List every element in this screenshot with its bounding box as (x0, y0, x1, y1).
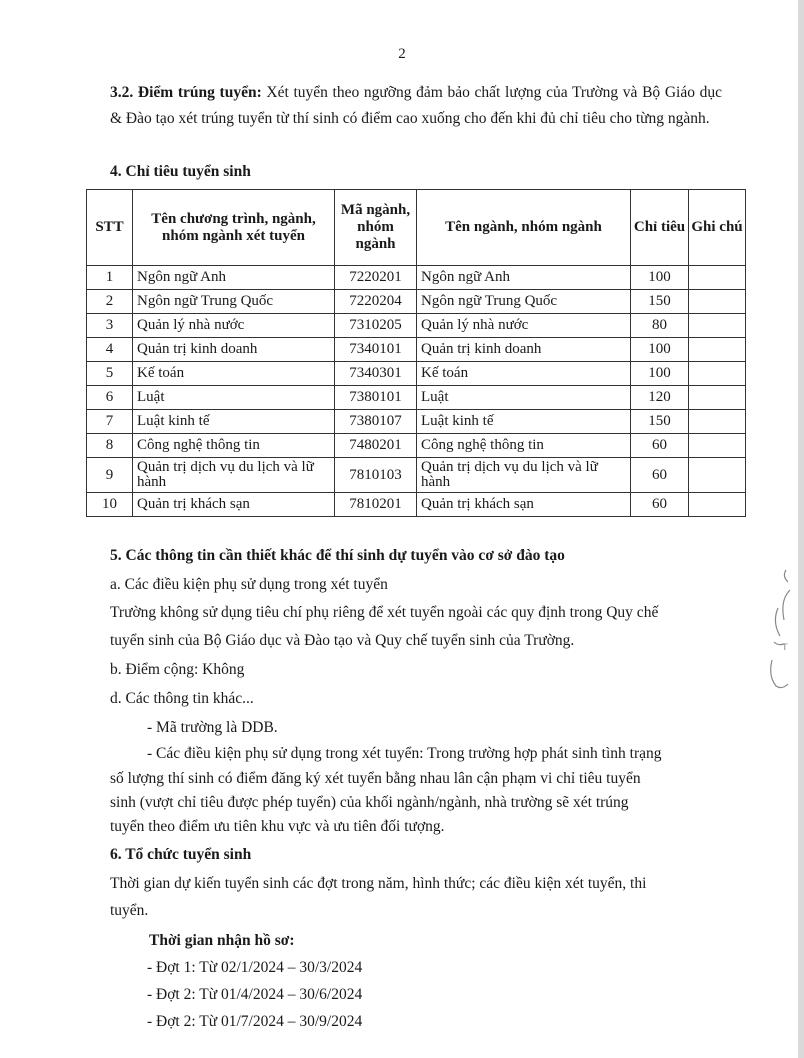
margin-scribble (764, 568, 794, 693)
cell-program: Ngôn ngữ Trung Quốc (133, 290, 335, 314)
cell-stt: 1 (87, 266, 133, 290)
cell-quota: 120 (631, 386, 689, 410)
cell-stt: 7 (87, 410, 133, 434)
cell-program: Luật (133, 386, 335, 410)
cell-note (689, 266, 746, 290)
cell-quota: 100 (631, 338, 689, 362)
table-row (87, 386, 746, 410)
table-row (87, 362, 746, 386)
svg-text:T: T (782, 643, 788, 653)
section-5d-item-2-line-4: tuyển theo điểm ưu tiên khu vực và ưu tiên đối tượng. (110, 818, 445, 835)
section-5b-text: b. Điểm cộng: Không (110, 661, 245, 678)
cell-quota: 150 (631, 410, 689, 434)
header-major: Tên ngành, nhóm ngành (417, 190, 631, 266)
cell-major: Quản trị kinh doanh (417, 338, 631, 362)
table-row (87, 493, 746, 517)
section-5d-item-2-line-3: sinh (vượt chỉ tiêu được phép tuyển) của khối ngành/ngành, nhà trường sẽ xét trúng (110, 794, 629, 811)
cell-major: Công nghệ thông tin (417, 434, 631, 458)
cell-quota: 80 (631, 314, 689, 338)
header-stt: STT (87, 190, 133, 266)
cell-program: Quản lý nhà nước (133, 314, 335, 338)
cell-stt: 6 (87, 386, 133, 410)
cell-code: 7220204 (335, 290, 417, 314)
cell-major: Ngôn ngữ Trung Quốc (417, 290, 631, 314)
cell-code: 7810103 (335, 458, 417, 493)
cell-quota: 150 (631, 290, 689, 314)
section-4-heading: 4. Chỉ tiêu tuyển sinh (110, 163, 251, 180)
cell-quota: 60 (631, 493, 689, 517)
cell-code: 7310205 (335, 314, 417, 338)
table-row (87, 434, 746, 458)
section-3-2-line-3: tiêu cho từng ngành. (582, 110, 710, 127)
cell-note (689, 410, 746, 434)
cell-quota: 60 (631, 458, 689, 493)
section-6-heading: 6. Tổ chức tuyển sinh (110, 846, 252, 863)
cell-stt: 10 (87, 493, 133, 517)
cell-quota: 100 (631, 266, 689, 290)
cell-code: 7380101 (335, 386, 417, 410)
section-5a-line-2: tuyển sinh của Bộ Giáo dục và Đào tạo và Quy chế tuyển sinh của Trường. (110, 632, 575, 649)
cell-note (689, 386, 746, 410)
cell-program: Quản trị dịch vụ du lịch và lữ hành (133, 458, 335, 493)
table-row (87, 266, 746, 290)
cell-stt: 2 (87, 290, 133, 314)
table-header-row (87, 190, 746, 266)
table-row (87, 338, 746, 362)
section-5d-item-2-line-2: số lượng thí sinh có điểm đăng ký xét tuyển bằng nhau lân cận phạm vi chỉ tiêu tuyển (110, 770, 641, 787)
section-5d-title: d. Các thông tin khác... (110, 690, 254, 707)
section-5-heading: 5. Các thông tin cần thiết khác để thí sinh dự tuyển vào cơ sở đào tạo (110, 547, 565, 564)
cell-code: 7380107 (335, 410, 417, 434)
header-code: Mã ngành, nhóm ngành (335, 190, 417, 266)
table-row (87, 314, 746, 338)
section-3-2-line-2: Giáo dục & Đào tạo xét trúng tuyển từ thí sinh có điểm cao xuống cho đến khi đủ chỉ (110, 84, 723, 127)
cell-major: Kế toán (417, 362, 631, 386)
cell-major: Quản trị dịch vụ du lịch và lữ hành (417, 458, 631, 493)
section-6-line-1: Thời gian dự kiến tuyển sinh các đợt trong năm, hình thức; các điều kiện xét tuyển, thi (110, 875, 647, 892)
cell-program: Kế toán (133, 362, 335, 386)
schedule-round-2: - Đợt 2: Từ 01/4/2024 – 30/6/2024 (147, 986, 363, 1003)
section-5a-line-1: Trường không sử dụng tiêu chí phụ riêng để xét tuyển ngoài các quy định trong Quy chế (110, 604, 659, 621)
cell-stt: 4 (87, 338, 133, 362)
cell-code: 7810201 (335, 493, 417, 517)
cell-note (689, 362, 746, 386)
header-quota: Chỉ tiêu (631, 190, 689, 266)
cell-major: Quản lý nhà nước (417, 314, 631, 338)
cell-major: Quản trị khách sạn (417, 493, 631, 517)
cell-major: Ngôn ngữ Anh (417, 266, 631, 290)
schedule-round-3: - Đợt 2: Từ 01/7/2024 – 30/9/2024 (147, 1013, 363, 1030)
section-3-2-line-1: Xét tuyển theo ngưỡng đảm bảo chất lượng của Trường và Bộ (266, 84, 661, 101)
cell-program: Luật kinh tế (133, 410, 335, 434)
header-note: Ghi chú (689, 190, 746, 266)
cell-note (689, 493, 746, 517)
cell-code: 7340301 (335, 362, 417, 386)
cell-program: Ngôn ngữ Anh (133, 266, 335, 290)
cell-code: 7220201 (335, 266, 417, 290)
quota-table (86, 189, 746, 517)
cell-code: 7340101 (335, 338, 417, 362)
cell-note (689, 434, 746, 458)
cell-stt: 3 (87, 314, 133, 338)
cell-major: Luật kinh tế (417, 410, 631, 434)
cell-stt: 8 (87, 434, 133, 458)
cell-note (689, 314, 746, 338)
table-row (87, 458, 746, 493)
cell-program: Quản trị khách sạn (133, 493, 335, 517)
section-3-2-label: 3.2. Điểm trúng tuyển: (110, 84, 262, 101)
section-5d-item-1: - Mã trường là DDB. (147, 719, 278, 736)
cell-program: Công nghệ thông tin (133, 434, 335, 458)
section-3-2 (110, 80, 722, 132)
section-5d-item-2-line-1: - Các điều kiện phụ sử dụng trong xét tuyển: Trong trường hợp phát sinh tình trạng (147, 745, 662, 762)
cell-major: Luật (417, 386, 631, 410)
table-row (87, 290, 746, 314)
cell-code: 7480201 (335, 434, 417, 458)
cell-stt: 9 (87, 458, 133, 493)
header-program: Tên chương trình, ngành, nhóm ngành xét tuyển (133, 190, 335, 266)
section-5a-title: a. Các điều kiện phụ sử dụng trong xét tuyển (110, 576, 388, 593)
schedule-round-1: - Đợt 1: Từ 02/1/2024 – 30/3/2024 (147, 959, 363, 976)
section-6-line-2: tuyển. (110, 902, 149, 919)
table-row (87, 410, 746, 434)
page-edge (798, 0, 804, 1058)
cell-quota: 100 (631, 362, 689, 386)
cell-note (689, 290, 746, 314)
cell-stt: 5 (87, 362, 133, 386)
cell-note (689, 338, 746, 362)
cell-program: Quản trị kinh doanh (133, 338, 335, 362)
schedule-title: Thời gian nhận hồ sơ: (149, 932, 295, 949)
page-number: 2 (398, 46, 406, 62)
cell-quota: 60 (631, 434, 689, 458)
cell-note (689, 458, 746, 493)
